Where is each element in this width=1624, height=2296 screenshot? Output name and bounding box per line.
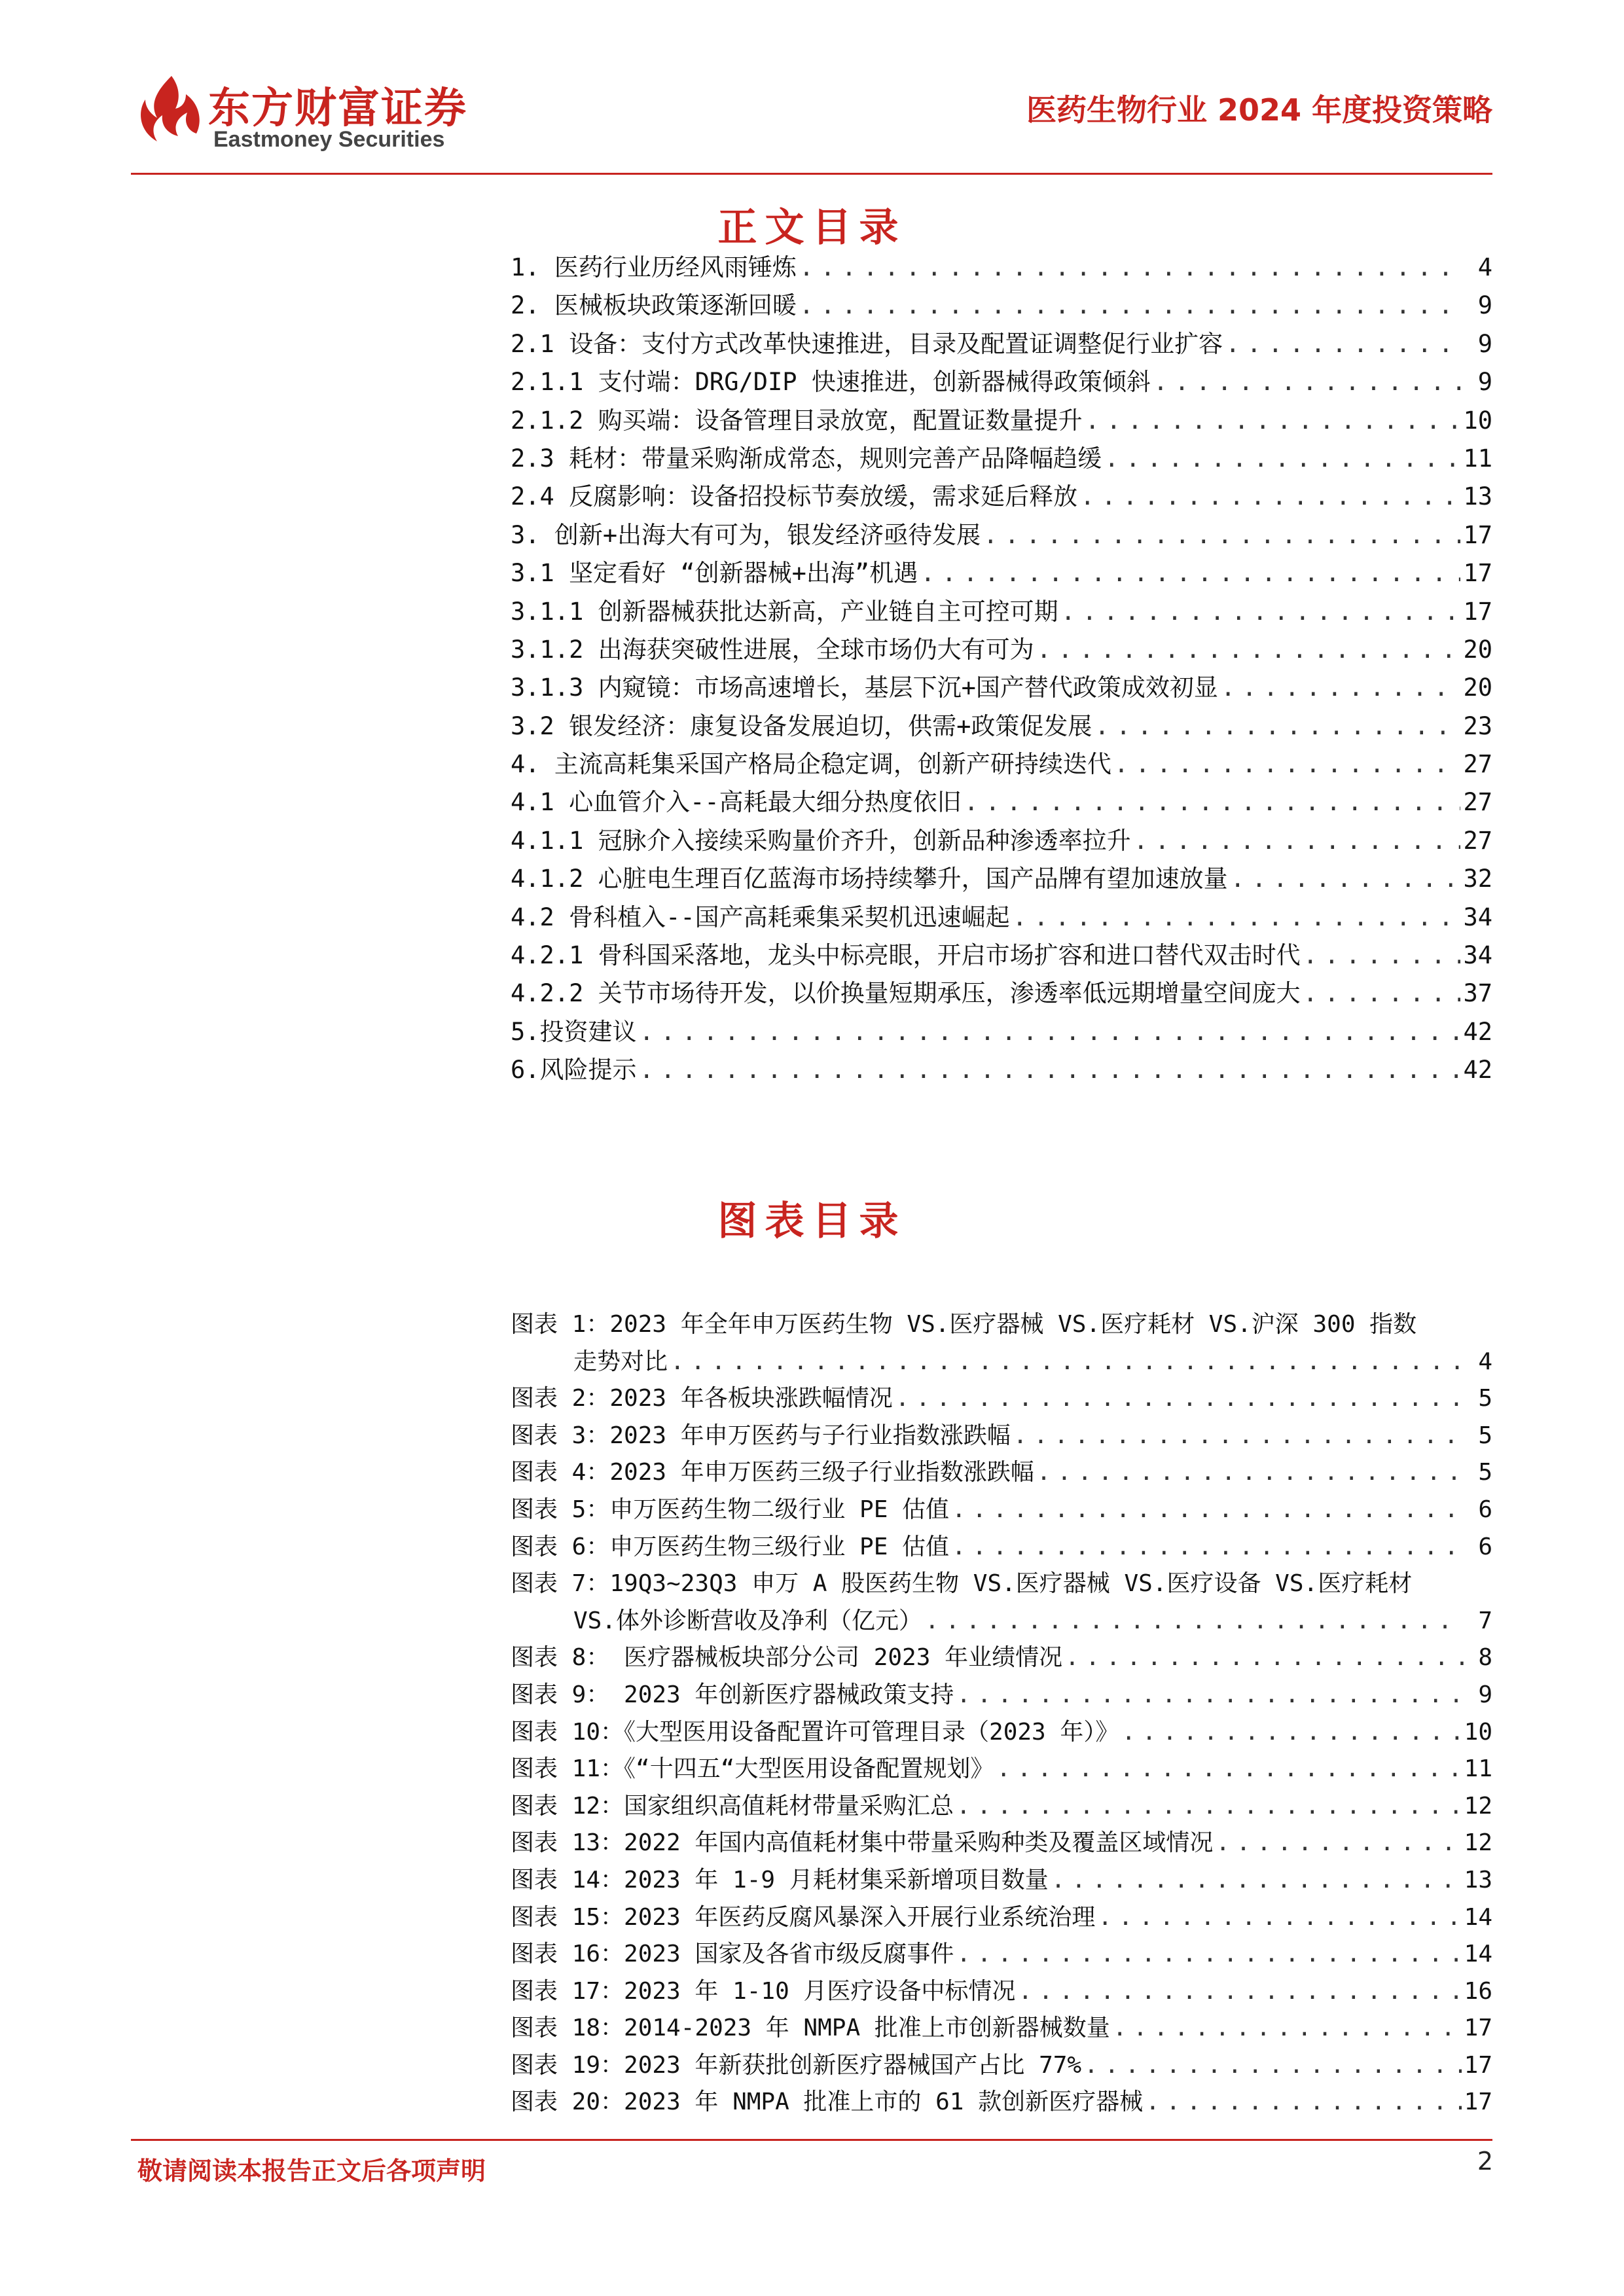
toc-entry-page: 9	[1477, 291, 1492, 320]
toc-entry-page: 20	[1463, 673, 1492, 702]
figure-entry-page: 14	[1464, 1903, 1492, 1931]
figure-entry-text: 图表 15：2023 年医药反腐风暴深入开展行业系统治理	[511, 1903, 1096, 1931]
toc-entry-text: 3. 创新+出海大有可为，银发经济亟待发展	[511, 520, 981, 549]
dot-leader	[952, 1492, 1464, 1529]
toc-entry-text: 2.1.2 购买端：设备管理目录放宽，配置证数量提升	[511, 406, 1083, 435]
figure-entry-page: 11	[1464, 1755, 1492, 1783]
dot-leader	[1084, 2047, 1462, 2085]
company-logo-english: Eastmoney Securities	[213, 127, 445, 152]
figure-entry[interactable]	[511, 1973, 1492, 2011]
toc-entry[interactable]	[511, 1013, 1492, 1051]
figure-entry-page: 9	[1478, 1681, 1492, 1708]
figure-entry-text: 图表 13：2022 年国内高值耗材集中带量采购种类及覆盖区域情况	[511, 1829, 1214, 1857]
page-number: 2	[1477, 2147, 1493, 2176]
dot-leader	[1303, 937, 1461, 975]
toc-entry[interactable]	[511, 631, 1492, 669]
figure-entry-page: 7	[1478, 1607, 1492, 1634]
figure-entry-text: 图表 18：2014-2023 年 NMPA 批准上市创新器械数量	[511, 2015, 1110, 2042]
dot-leader	[1094, 708, 1460, 745]
dot-leader	[1085, 402, 1461, 440]
dot-leader	[956, 1677, 1464, 1714]
figure-entry[interactable]	[511, 2010, 1492, 2047]
toc-entry[interactable]	[511, 745, 1492, 783]
footer-divider	[131, 2139, 1492, 2141]
figure-entry[interactable]	[511, 1454, 1492, 1492]
toc-entry-page: 23	[1463, 711, 1492, 740]
toc-entry[interactable]	[511, 402, 1492, 440]
figure-entry-text: 图表 16：2023 国家及各省市级反腐事件	[511, 1941, 954, 1968]
figure-entry-text: 图表 19：2023 年新获批创新医疗器械国产占比 77%	[511, 2051, 1082, 2079]
toc-entry-page: 27	[1463, 750, 1492, 779]
dot-leader	[956, 1936, 1461, 1973]
dot-leader	[1121, 1714, 1461, 1751]
figure-entry-text: 图表 12：国家组织高值耗材带量采购汇总	[511, 1792, 954, 1820]
toc-entry-page: 4	[1477, 253, 1492, 281]
toc-entry-text: 4.1.2 心脏电生理百亿蓝海市场持续攀升，国产品牌有望加速放量	[511, 865, 1228, 893]
figure-entry[interactable]	[511, 1862, 1492, 1899]
figure-entry[interactable]	[511, 1306, 1492, 1344]
figure-entry-page: 13	[1464, 1866, 1492, 1893]
dot-leader	[1303, 975, 1461, 1013]
toc-entry-text: 6.风险提示	[511, 1056, 637, 1085]
toc-entry-page: 42	[1463, 1056, 1492, 1085]
toc-entry-text: 4.2 骨科植入--国产高耗乘集采契机迅速崛起	[511, 903, 1010, 931]
toc-entry[interactable]	[511, 899, 1492, 937]
figure-entry-text: 图表 4：2023 年申万医药三级子行业指数涨跌幅	[511, 1459, 1034, 1486]
figure-entry-text: 图表 6：申万医药生物三级行业 PE 估值	[511, 1533, 950, 1560]
figure-entry-text: 图表 5：申万医药生物二级行业 PE 估值	[511, 1496, 950, 1523]
figure-entry-text: 图表 20：2023 年 NMPA 批准上市的 61 款创新医疗器械	[511, 2089, 1144, 2116]
toc-entry[interactable]	[511, 669, 1492, 707]
figure-entry-page: 5	[1478, 1385, 1492, 1412]
dot-leader	[1153, 363, 1464, 401]
dot-leader	[1225, 325, 1464, 363]
figure-entry-text: 图表 14：2023 年 1-9 月耗材集采新增项目数量	[511, 1866, 1049, 1893]
company-logo-chinese: 东方财富证券	[208, 84, 467, 133]
figure-entry-text: 图表 8： 医疗器械板块部分公司 2023 年业绩情况	[511, 1644, 1063, 1672]
figure-entry-text: 图表 7：19Q3~23Q3 申万 A 股医药生物 VS.医疗器械 VS.医疗设备 VS.医疗耗材	[511, 1570, 1413, 1598]
dot-leader	[1037, 1454, 1464, 1492]
toc-entry-page: 27	[1463, 826, 1492, 855]
figure-entry[interactable]	[511, 1492, 1492, 1529]
figure-entry[interactable]	[511, 1899, 1492, 1937]
figure-entry[interactable]	[511, 1825, 1492, 1862]
figure-entry[interactable]	[511, 1640, 1492, 1677]
toc-entry-page: 27	[1463, 788, 1492, 817]
figure-toc-title: 图表目录	[717, 1198, 907, 1244]
toc-entry[interactable]	[511, 363, 1492, 401]
dot-leader	[640, 1051, 1461, 1089]
toc-entry-text: 3.1 坚定看好 “创新器械+出海”机遇	[511, 559, 918, 588]
toc-entry[interactable]	[511, 440, 1492, 478]
dot-leader	[799, 249, 1464, 287]
dot-leader	[1104, 440, 1460, 478]
toc-entry-text: 3.1.1 创新器械获批达新高，产业链自主可控可期	[511, 597, 1058, 626]
dot-leader	[964, 783, 1461, 821]
toc-entry[interactable]	[511, 1051, 1492, 1089]
dot-leader	[1134, 822, 1461, 860]
figure-entry-page: 12	[1464, 1829, 1492, 1857]
page-header	[131, 71, 1492, 169]
figure-entry-page: 8	[1478, 1644, 1492, 1672]
figure-entry-page: 6	[1478, 1496, 1492, 1523]
figure-entry[interactable]	[511, 1380, 1492, 1418]
figure-entry-text: 图表 2：2023 年各板块涨跌幅情况	[511, 1385, 893, 1412]
toc-entry-text: 2.3 耗材：带量采购渐成常态，规则完善产品降幅趋缓	[511, 444, 1102, 473]
toc-entry-text: 4.2.2 关节市场待开发，以价换量短期承压，渗透率低远期增量空间庞大	[511, 979, 1301, 1008]
toc-entry-page: 9	[1477, 368, 1492, 397]
main-toc-title: 正文目录	[717, 205, 907, 251]
dot-leader	[1080, 478, 1460, 516]
dot-leader	[799, 287, 1464, 325]
dot-leader	[1061, 593, 1461, 631]
toc-entry[interactable]	[511, 822, 1492, 860]
toc-entry-page: 9	[1477, 329, 1492, 358]
toc-entry-text: 3.1.2 出海获突破性进展，全球市场仍大有可为	[511, 635, 1034, 664]
figure-entry[interactable]	[511, 1936, 1492, 1973]
footer-disclaimer: 敬请阅读本报告正文后各项声明	[137, 2157, 486, 2185]
toc-entry[interactable]	[511, 249, 1492, 287]
dot-leader	[640, 1013, 1461, 1051]
header-divider	[131, 173, 1492, 175]
dot-leader	[1013, 1418, 1464, 1455]
figure-entry[interactable]	[511, 1788, 1492, 1825]
dot-leader	[1065, 1640, 1464, 1677]
toc-entry-page: 11	[1463, 444, 1492, 473]
dot-leader	[1113, 2010, 1462, 2047]
toc-entry-page: 17	[1463, 597, 1492, 626]
toc-entry[interactable]	[511, 516, 1492, 554]
dot-leader	[1051, 1862, 1462, 1899]
toc-entry[interactable]	[511, 975, 1492, 1013]
toc-entry-text: 2.4 反腐影响：设备招投标节奏放缓，需求延后释放	[511, 482, 1078, 511]
figure-entry-page: 16	[1464, 1977, 1492, 2005]
toc-entry-text: 1. 医药行业历经风雨锤炼	[511, 253, 797, 281]
figure-entry-continuation[interactable]	[511, 1603, 1492, 1640]
dot-leader	[983, 516, 1460, 554]
figure-entry-page: 5	[1478, 1422, 1492, 1449]
figure-entry[interactable]	[511, 2084, 1492, 2121]
toc-entry-page: 32	[1463, 865, 1492, 893]
dot-leader	[1037, 631, 1461, 669]
figure-entry-page: 14	[1464, 1941, 1492, 1968]
toc-entry-text: 4.1 心血管介入--高耗最大细分热度依旧	[511, 788, 962, 817]
toc-entry[interactable]	[511, 860, 1492, 898]
figure-entry-text: 图表 17：2023 年 1-10 月医疗设备中标情况	[511, 1977, 1016, 2005]
toc-entry-page: 17	[1463, 520, 1492, 549]
figure-toc-list	[511, 1306, 1492, 2121]
figure-entry-page: 5	[1478, 1459, 1492, 1486]
toc-entry-text: 4.1.1 冠脉介入接续采购量价齐升，创新品种渗透率拉升	[511, 826, 1131, 855]
toc-entry-text: 2.1 设备：支付方式改革快速推进，目录及配置证调整促行业扩容	[511, 329, 1223, 358]
figure-entry[interactable]	[511, 1529, 1492, 1566]
toc-entry[interactable]	[511, 937, 1492, 975]
dot-leader	[920, 554, 1460, 592]
figure-entry[interactable]	[511, 1714, 1492, 1751]
toc-entry-page: 20	[1463, 635, 1492, 664]
figure-entry[interactable]	[511, 1566, 1492, 1603]
toc-entry-page: 13	[1463, 482, 1492, 511]
figure-entry[interactable]	[511, 1418, 1492, 1455]
dot-leader	[952, 1529, 1464, 1566]
dot-leader	[1146, 2084, 1462, 2121]
figure-entry-text: 图表 3：2023 年申万医药与子行业指数涨跌幅	[511, 1422, 1011, 1449]
toc-entry-page: 37	[1463, 979, 1492, 1008]
toc-entry[interactable]	[511, 287, 1492, 325]
dot-leader	[996, 1751, 1461, 1788]
toc-entry-text: 4.2.1 骨科国采落地，龙头中标亮眼，开启市场扩容和进口替代双击时代	[511, 941, 1301, 970]
toc-entry-text: 2.1.1 支付端：DRG/DIP 快速推进，创新器械得政策倾斜	[511, 368, 1151, 397]
figure-entry-page: 17	[1464, 2015, 1492, 2042]
figure-entry-page: 12	[1464, 1792, 1492, 1820]
toc-entry-text: 2. 医械板块政策逐渐回暖	[511, 291, 797, 320]
dot-leader	[895, 1380, 1464, 1418]
figure-entry-text-cont: VS.体外诊断营收及净利（亿元）	[573, 1607, 923, 1634]
dot-leader	[925, 1603, 1464, 1640]
figure-entry[interactable]	[511, 1677, 1492, 1714]
toc-entry[interactable]	[511, 554, 1492, 592]
toc-entry[interactable]	[511, 325, 1492, 363]
figure-entry-text: 图表 10：《大型医用设备配置许可管理目录（2023 年）》	[511, 1718, 1119, 1746]
figure-entry-text: 图表 1：2023 年全年申万医药生物 VS.医疗器械 VS.医疗耗材 VS.沪深 300 指数	[511, 1311, 1417, 1338]
figure-entry-text: 图表 11：《“十四五“大型医用设备配置规划》	[511, 1755, 994, 1783]
dot-leader	[1231, 860, 1461, 898]
figure-entry-continuation[interactable]	[511, 1344, 1492, 1381]
toc-entry-text: 5.投资建议	[511, 1017, 637, 1046]
toc-entry[interactable]	[511, 783, 1492, 821]
toc-entry[interactable]	[511, 478, 1492, 516]
dot-leader	[1221, 669, 1461, 707]
figure-entry-page: 10	[1464, 1718, 1492, 1746]
figure-entry-page: 4	[1478, 1348, 1492, 1375]
main-toc-list	[511, 249, 1492, 1090]
toc-entry-text: 3.1.3 内窥镜：市场高速增长，基层下沉+国产替代政策成效初显	[511, 673, 1218, 702]
figure-entry-page: 17	[1464, 2089, 1492, 2116]
toc-entry-page: 34	[1463, 941, 1492, 970]
toc-entry-page: 17	[1463, 559, 1492, 588]
dot-leader	[1114, 745, 1461, 783]
report-title: 医药生物行业 2024 年度投资策略	[1026, 92, 1492, 128]
figure-entry-text: 图表 9： 2023 年创新医疗器械政策支持	[511, 1681, 954, 1708]
figure-entry-page: 6	[1478, 1533, 1492, 1560]
dot-leader	[1098, 1899, 1461, 1937]
toc-entry-page: 42	[1463, 1017, 1492, 1046]
dot-leader	[1013, 899, 1461, 937]
toc-entry[interactable]	[511, 708, 1492, 745]
dot-leader	[670, 1344, 1464, 1381]
dot-leader	[1216, 1825, 1461, 1862]
figure-entry-page: 17	[1464, 2051, 1492, 2079]
figure-entry[interactable]	[511, 1751, 1492, 1788]
toc-entry-text: 3.2 银发经济：康复设备发展迫切，供需+政策促发展	[511, 711, 1092, 740]
figure-entry-text-cont: 走势对比	[573, 1348, 668, 1375]
figure-entry[interactable]	[511, 2047, 1492, 2085]
toc-entry-text: 4. 主流高耗集采国产格局企稳定调，创新产研持续迭代	[511, 750, 1111, 779]
flame-logo-icon	[131, 71, 209, 149]
dot-leader	[1018, 1973, 1461, 2011]
toc-entry[interactable]	[511, 593, 1492, 631]
dot-leader	[956, 1788, 1462, 1825]
toc-entry-page: 34	[1463, 903, 1492, 931]
toc-entry-page: 10	[1463, 406, 1492, 435]
